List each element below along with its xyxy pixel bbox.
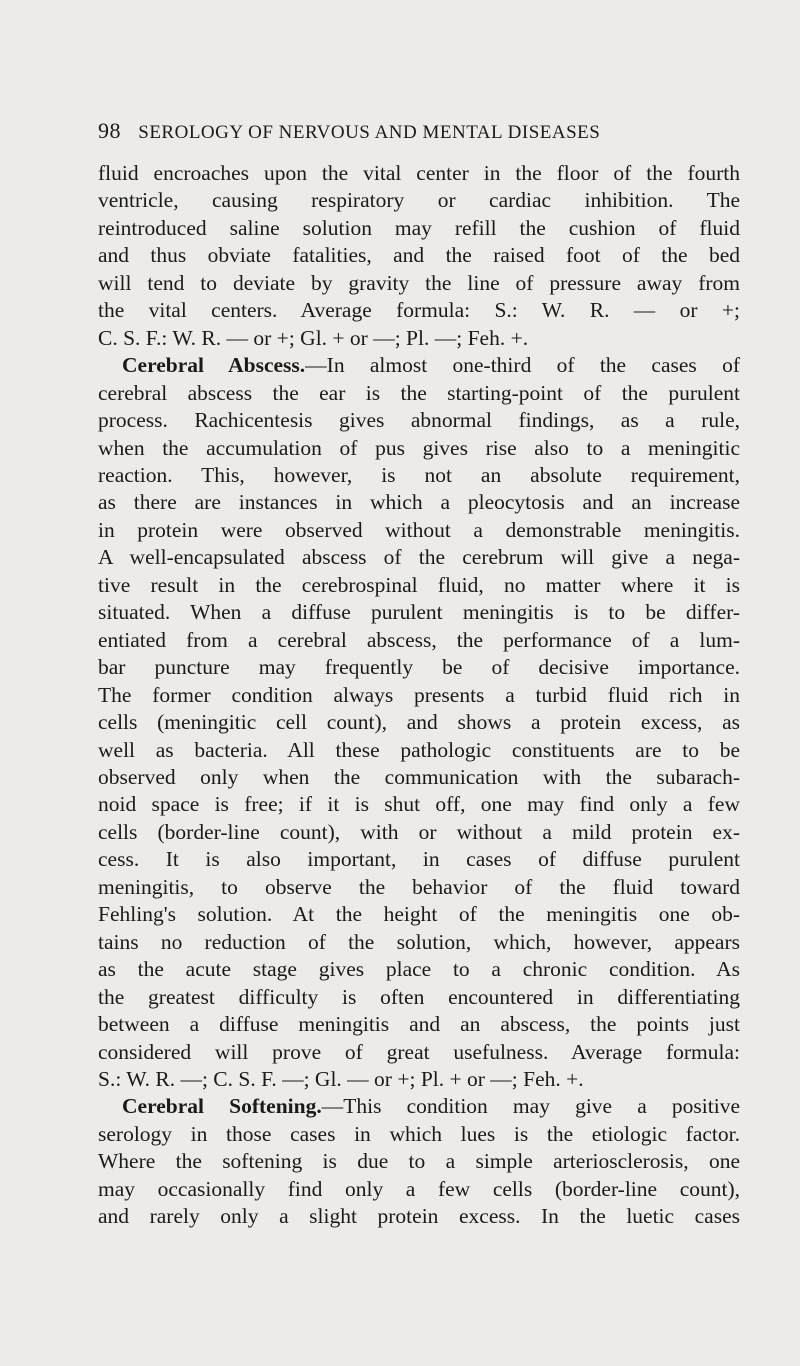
text-line: observed only when the communication with the subarach- <box>98 764 740 789</box>
text-line: as there are instances in which a pleocytosis and an increase <box>98 490 740 515</box>
text-line: considered will prove of great usefulness. Average formula: <box>98 1039 740 1064</box>
text-line: as the acute stage gives place to a chronic condition. As <box>98 957 740 982</box>
text-run: —In almost one-third of the cases of <box>305 353 740 378</box>
text-line: fluid encroaches upon the vital center in the floor of the fourth <box>98 161 740 185</box>
text-line: and thus obviate fatalities, and the raised foot of the bed <box>98 243 740 268</box>
text-line: Fehling's solution. At the height of the meningitis one ob- <box>98 902 740 927</box>
text-line: will tend to deviate by gravity the line of pressure away from <box>98 270 740 295</box>
text-line: tive result in the cerebrospinal fluid, no matter where it is <box>98 572 740 597</box>
text-line: reaction. This, however, is not an absolute requirement, <box>98 462 740 487</box>
text-line: cerebral abscess the ear is the starting-point of the purulent <box>98 380 740 405</box>
text-line: ventricle, causing respiratory or cardiac inhibition. The <box>98 188 740 213</box>
text-run: —This condition may give a positive <box>321 1094 740 1119</box>
text-line: S.: W. R. —; C. S. F. —; Gl. — or +; Pl. + or —; Feh. +. <box>98 1066 584 1091</box>
section-heading-cerebral-abscess: Cerebral Abscess. <box>122 353 306 378</box>
text-line: and rarely only a slight protein excess. In the luetic cases <box>98 1204 740 1229</box>
running-header <box>98 118 738 144</box>
text-line: the greatest difficulty is often encountered in differentiating <box>98 984 740 1009</box>
text-line: The former condition always presents a turbid fluid rich in <box>98 682 740 707</box>
text-line: well as bacteria. All these pathologic constituents are to be <box>98 737 740 762</box>
text-line: cells (meningitic cell count), and shows a protein excess, as <box>98 710 740 735</box>
text-line: cess. It is also important, in cases of diffuse purulent <box>98 847 740 872</box>
text-line: situated. When a diffuse purulent meningitis is to be differ- <box>98 600 740 625</box>
text-line: tains no reduction of the solution, which, however, appears <box>98 929 740 954</box>
text-line: bar puncture may frequently be of decisive importance. <box>98 655 740 680</box>
text-line: C. S. F.: W. R. — or +; Gl. + or —; Pl. —; Feh. +. <box>98 325 529 350</box>
text-line: noid space is free; if it is shut off, one may find only a few <box>98 792 740 817</box>
text-line: when the accumulation of pus gives rise also to a meningitic <box>98 435 740 460</box>
running-title: SEROLOGY OF NERVOUS AND MENTAL DISEASES <box>138 122 601 143</box>
text-line: cells (border-line count), with or without a mild protein ex- <box>98 819 740 844</box>
text-line: reintroduced saline solution may refill the cushion of fluid <box>98 215 740 240</box>
text-line: in protein were observed without a demonstrable meningitis. <box>98 517 740 542</box>
text-line: entiated from a cerebral abscess, the performance of a lum- <box>98 627 740 652</box>
text-line: process. Rachicentesis gives abnormal findings, as a rule, <box>98 408 740 433</box>
paragraph-first-line <box>98 352 740 379</box>
text-line: the vital centers. Average formula: S.: W. R. — or +; <box>98 298 740 323</box>
text-line: meningitis, to observe the behavior of the fluid toward <box>98 874 740 899</box>
text-line: A well-encapsulated abscess of the cerebrum will give a nega- <box>98 545 740 570</box>
body-text <box>98 160 740 1231</box>
text-line: between a diffuse meningitis and an abscess, the points just <box>98 1012 740 1037</box>
page-number: 98 <box>98 118 121 143</box>
text-line: serology in those cases in which lues is the etiologic factor. <box>98 1121 740 1146</box>
text-line: Where the softening is due to a simple arteriosclerosis, one <box>98 1149 740 1174</box>
text-line: may occasionally find only a few cells (border-line count), <box>98 1176 740 1201</box>
section-heading-cerebral-softening: Cerebral Softening. <box>122 1094 322 1119</box>
paragraph-first-line <box>98 1093 740 1120</box>
